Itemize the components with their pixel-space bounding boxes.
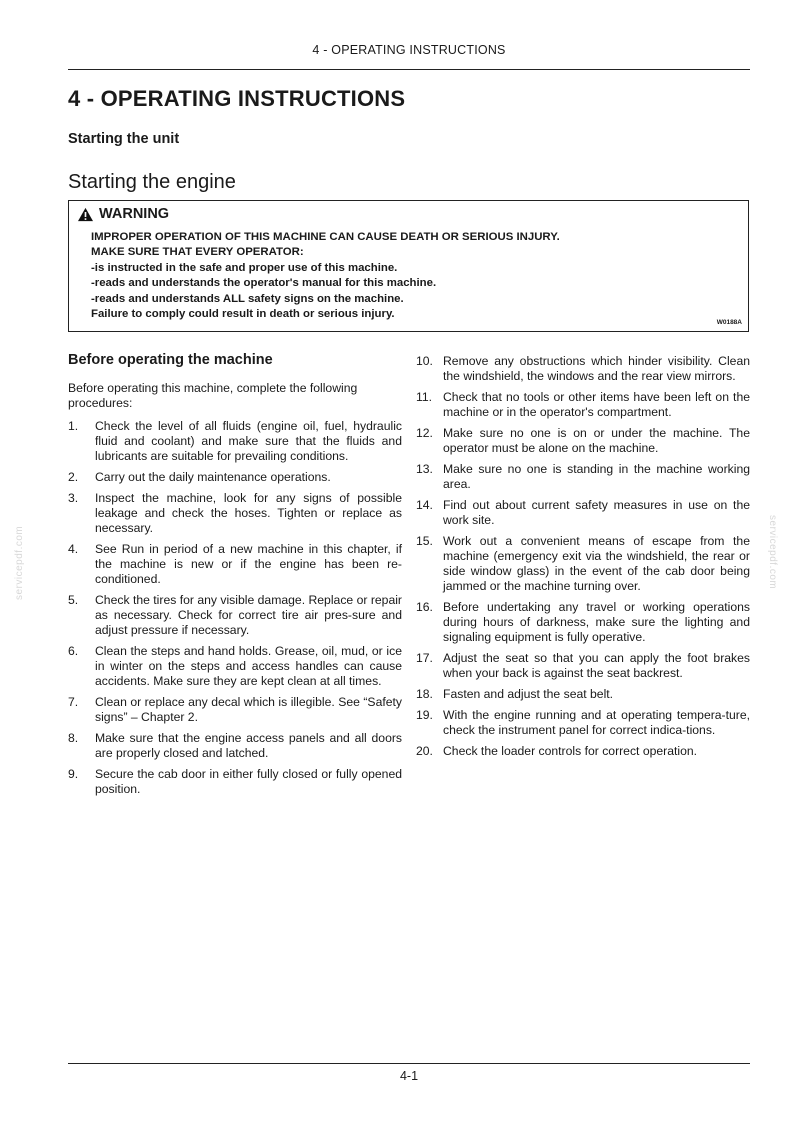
list-item: [68, 542, 402, 587]
warning-line: IMPROPER OPERATION OF THIS MACHINE CAN CAUSE DEATH OR SERIOUS INJURY.: [91, 231, 560, 243]
list-item: [416, 498, 750, 528]
procedure-intro: Before operating this machine, complete the following procedures:: [68, 381, 358, 410]
warning-line: -reads and understands the operator's manual for this machine.: [91, 277, 437, 290]
warning-box: [68, 200, 749, 332]
list-item: [416, 354, 750, 384]
list-item: [68, 644, 402, 689]
step-text: Carry out the daily maintenance operations.: [95, 470, 331, 484]
step-text: Clean the steps and hand holds. Grease, oil, mud, or ice in winter on the steps and access handles can cause accidents. Make sure they are kept clean at all times.: [95, 644, 402, 688]
list-item: [416, 534, 750, 594]
step-text: Find out about current safety measures in use on the work site.: [443, 498, 750, 527]
step-number: 4.: [68, 542, 79, 556]
warning-code: W0188A: [716, 319, 742, 326]
step-number: 5.: [68, 593, 79, 607]
step-number: 20.: [416, 744, 433, 758]
page-number: 4-1: [399, 1069, 419, 1083]
step-text: Make sure no one is on or under the machine. The operator must be alone on the machine.: [443, 426, 750, 455]
step-text: Secure the cab door in either fully closed or fully opened position.: [95, 767, 402, 796]
step-number: 7.: [68, 695, 79, 709]
header-rule: [68, 69, 750, 70]
step-number: 12.: [416, 426, 433, 440]
procedure-heading: Before operating the machine: [68, 352, 273, 368]
warning-line: -is instructed in the safe and proper use of this machine.: [91, 261, 398, 274]
warning-text: [91, 230, 560, 322]
step-text: Check the loader controls for correct operation.: [443, 744, 698, 758]
step-text: Fasten and adjust the seat belt.: [443, 687, 614, 701]
procedure-steps-right: [416, 354, 750, 759]
list-item: [416, 390, 750, 420]
step-number: 14.: [416, 498, 433, 512]
warning-line: MAKE SURE THAT EVERY OPERATOR:: [91, 246, 304, 259]
warning-line: Failure to comply could result in death or serious injury.: [91, 308, 395, 321]
list-item: [68, 491, 402, 536]
warning-heading-label: WARNING: [99, 206, 170, 222]
step-text: Before undertaking any travel or working operations during hours of darkness, make sure the lighting and signaling equipment is fully operative.: [443, 600, 750, 644]
section-title: Starting the unit: [68, 131, 180, 147]
step-number: 13.: [416, 462, 433, 476]
footer-rule: [68, 1063, 750, 1064]
step-text: Check that no tools or other items have been left on the machine or in the operator's compartment.: [443, 390, 750, 419]
list-item: [416, 744, 750, 759]
step-number: 17.: [416, 651, 433, 665]
step-text: Check the level of all fluids (engine oil, fuel, hydraulic fluid and coolant) and make sure that the fluids and lubricants are suitable for prevailing conditions.: [95, 419, 402, 463]
list-item: [416, 687, 750, 702]
step-number: 9.: [68, 767, 79, 781]
step-text: Adjust the seat so that you can apply the foot brakes when your back is against the seat backrest.: [443, 651, 750, 680]
step-text: Work out a convenient means of escape from the machine (emergency exit via the windshield, the rear or side window glass) in the event of the cab door being jammed or the machine turning over.: [443, 534, 750, 593]
list-item: [68, 731, 402, 761]
list-item: [68, 419, 402, 464]
list-item: [416, 708, 750, 738]
step-text: Clean or replace any decal which is illegible. See “Safety signs” – Chapter 2.: [95, 695, 402, 724]
step-text: Inspect the machine, look for any signs of possible leakage and check the hoses. Tighten or replace as necessary.: [95, 491, 402, 535]
step-number: 2.: [68, 470, 79, 484]
list-item: [416, 600, 750, 645]
step-number: 11.: [416, 390, 433, 404]
step-text: See Run in period of a new machine in this chapter, if the machine is new or if the engine has been re-conditioned.: [95, 542, 402, 586]
watermark-right: servicepdf.com: [767, 515, 778, 590]
step-number: 19.: [416, 708, 433, 722]
warning-heading: [77, 206, 169, 222]
list-item: [68, 767, 402, 797]
step-number: 18.: [416, 687, 433, 701]
procedure-steps-left: [68, 419, 402, 797]
list-item: [68, 470, 402, 485]
list-item: [416, 651, 750, 681]
step-number: 3.: [68, 491, 79, 505]
step-text: Make sure that the engine access panels and all doors are properly closed and latched.: [95, 731, 402, 760]
list-item: [68, 593, 402, 638]
step-number: 15.: [416, 534, 433, 548]
step-text: With the engine running and at operating tempera-ture, check the instrument panel for correct indica-tions.: [443, 708, 750, 737]
step-text: Remove any obstructions which hinder visibility. Clean the windshield, the windows and the rear view mirrors.: [443, 354, 750, 383]
step-number: 1.: [68, 419, 79, 433]
step-number: 10.: [416, 354, 433, 368]
step-number: 8.: [68, 731, 79, 745]
topic-title: Starting the engine: [68, 171, 236, 193]
list-item: [416, 462, 750, 492]
procedure-column-right: [416, 354, 750, 765]
procedure-column-left: [68, 352, 402, 803]
step-text: Check the tires for any visible damage. Replace or repair as necessary. Check for correct tire air pres-sure and adjust pressure if necessary.: [95, 593, 402, 637]
step-number: 6.: [68, 644, 79, 658]
chapter-title: 4 - OPERATING INSTRUCTIONS: [68, 86, 406, 111]
warning-line: -reads and understands ALL safety signs on the machine.: [91, 292, 404, 305]
list-item: [68, 695, 402, 725]
step-text: Make sure no one is standing in the machine working area.: [443, 462, 750, 491]
step-number: 16.: [416, 600, 433, 614]
list-item: [416, 426, 750, 456]
running-header: 4 - OPERATING INSTRUCTIONS: [312, 43, 506, 57]
watermark-left: servicepdf.com: [14, 525, 25, 600]
warning-triangle-icon: [77, 207, 94, 222]
